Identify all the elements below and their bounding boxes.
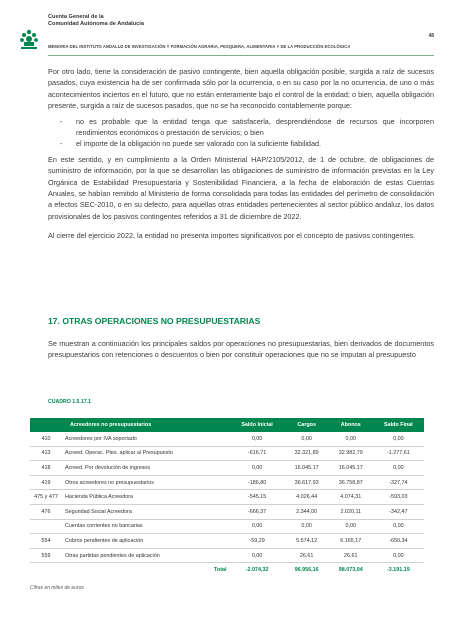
saldo-inicial: 0,00 [230,461,285,476]
table-row [30,475,424,490]
saldo-inicial: 0,00 [230,519,285,534]
memoria-title: MEMORIA DEL INSTITUTO ANDALUZ DE INVESTIGACIÓN Y FORMACIÓN AGRARIA, PESQUERA, ALIMENTARIA Y DE LA PRODUCCIÓN ECOLÓGICA [48,44,351,49]
org-line-1: Cuenta General de la [48,14,104,20]
header-saldo-inicial: Saldo Inicial [230,418,285,432]
cargos: 26,61 [285,548,329,563]
abonos: 6.165,17 [329,534,373,549]
cargos: 0,00 [285,432,329,446]
saldo-final: -593,03 [373,490,424,505]
table-row [30,446,424,461]
saldo-final: 0,00 [373,548,424,563]
bullet-item: - el importe de la obligación no puede ser valorado con la suficiente fiabilidad. [48,138,434,149]
account-desc: Otros acreedores no presupuestarios [62,475,230,490]
saldo-inicial: -545,15 [230,490,285,505]
saldo-inicial: -666,37 [230,504,285,519]
table-caption: CUADRO 1.5.17.1 [48,399,91,405]
account-desc: Seguridad Social Acreedora [62,504,230,519]
account-code: 554 [30,534,62,549]
table-row [30,490,424,505]
account-desc: Acreed. Por devolución de ingresos [62,461,230,476]
cargos: 0,00 [285,519,329,534]
account-code: 410 [30,432,62,446]
cargos: 4.026,44 [285,490,329,505]
account-code: 475 y 477 [30,490,62,505]
account-code: 418 [30,461,62,476]
abonos: 0,00 [329,519,373,534]
table-total-row [30,563,424,577]
table-header-row [30,418,424,432]
table-row [30,519,424,534]
junta-andalucia-logo-icon [18,28,40,50]
paragraph-cierre-ejercicio: Al cierre del ejercicio 2022, la entidad no presenta importes significativos por el concepto de pasivos contingentes. [48,231,416,241]
cargos: 5.574,12 [285,534,329,549]
table-row [30,504,424,519]
table-row [30,548,424,563]
cargos: 36.617,93 [285,475,329,490]
saldo-final: -327,74 [373,475,424,490]
total-saldo-final: -3.191,19 [387,567,410,574]
page-header [0,0,452,60]
saldo-inicial: -186,80 [230,475,285,490]
abonos: 0,00 [329,432,373,446]
total-saldo-inicial: -2.074,32 [245,567,269,574]
bullet-item: - no es probable que la entidad tenga que satisfacerla, desprendiéndose de recursos que incorporen rendimientos económicos o prestación de servicios; o bien [48,116,434,139]
account-code: 413 [30,446,62,461]
header-cargos: Cargos [285,418,329,432]
saldo-final: 0,00 [373,519,424,534]
cargos: 2.344,00 [285,504,329,519]
paragraph-pasivo-contingente: Por otro lado, tiene la consideración de pasivo contingente, bien aquella obligación posible, surgida a raíz de sucesos pasados, cuya existencia ha de ser confirmada sólo por la ocurrencia, o en su caso por la no ocurrencia, de uno o más acontecimientos inciertos en el futuro, que no están enteramente bajo el control de la entidad; o bien, aquella obligación presente, surgida a raíz de sucesos pasados, que no se ha reconocido contablemente porque: [48,67,434,111]
account-code: 476 [30,504,62,519]
acreedores-table [30,418,424,577]
org-line-2: Comunidad Autónoma de Andalucía [48,21,144,27]
header-acreedores: Acreedores no presupuestarios [62,418,230,432]
bullet-list [48,116,434,150]
cargos: 16.045,17 [285,461,329,476]
cargos: 32.321,89 [285,446,329,461]
table-footnote: Cifras en miles de euros [30,585,84,591]
total-abonos: 98.073,04 [338,567,363,574]
saldo-final: 0,00 [373,461,424,476]
section-title: 17. OTRAS OPERACIONES NO PRESUPUESTARIAS [48,316,261,326]
body-text [48,66,434,250]
saldo-inicial: 0,00 [230,432,285,446]
header-saldo-final: Saldo Final [373,418,424,432]
header-code [30,418,62,432]
paragraph-orden-ministerial: En este sentido, y en cumplimiento a la Orden Ministerial HAP/2105/2012, de 1 de octubre, de obligaciones de suministro de información, por la que se desarrollan las obligaciones de suministro de información previstas en la Ley Orgánica de Estabilidad Presupuestaria y Sostenibilidad Financiera, a la fecha de elaboración de estas Cuentas Anuales, se habían remitido al Ministerio de forma consolidada para todas las entidades del perímetro de consolidación a efectos SEC-2010, o en su defecto, para aquellas otras entidades pertenecientes al sector público andaluz, los datos provisionales de los pasivos contingentes referidos a 31 de diciembre de 2022. [48,154,434,221]
account-desc: Acreed. Operac. Ptes. aplicar al Presupuesto [62,446,230,461]
header-abonos: Abonos [329,418,373,432]
saldo-inicial: 0,00 [230,548,285,563]
paragraph-operaciones: Se muestran a continuación los principales saldos por operaciones no presupuestarias, bien derivados de documentos presupuestarios con retenciones o descuentos o bien por constituir operaciones que no se imputan al presupuesto [48,339,434,360]
account-code [30,519,62,534]
account-desc: Cuentas corrientes no bancarias [62,519,230,534]
abonos: 2.020,11 [329,504,373,519]
saldo-final: 0,00 [373,432,424,446]
saldo-inicial: -616,71 [230,446,285,461]
abonos: 36.758,87 [329,475,373,490]
total-label: Total [214,567,227,574]
saldo-final: -650,34 [373,534,424,549]
account-desc: Acreedores por IVA soportado [62,432,230,446]
total-cargos: 96.956,16 [294,567,319,574]
saldo-final: -1.277,61 [373,446,424,461]
table-row [30,461,424,476]
account-desc: Cobros pendientes de aplicación [62,534,230,549]
table-row [30,534,424,549]
account-code: 419 [30,475,62,490]
saldo-final: -342,47 [373,504,424,519]
table-row [30,432,424,446]
account-code: 559 [30,548,62,563]
account-desc: Otras partidas pendientes de aplicación [62,548,230,563]
organization-name [48,14,144,28]
abonos: 16.045,17 [329,461,373,476]
account-desc: Hacienda Pública Acreedora [62,490,230,505]
header-divider [48,55,434,56]
abonos: 32.982,79 [329,446,373,461]
page-number: 48 [428,33,434,39]
saldo-inicial: -59,29 [230,534,285,549]
abonos: 26,61 [329,548,373,563]
abonos: 4.074,31 [329,490,373,505]
